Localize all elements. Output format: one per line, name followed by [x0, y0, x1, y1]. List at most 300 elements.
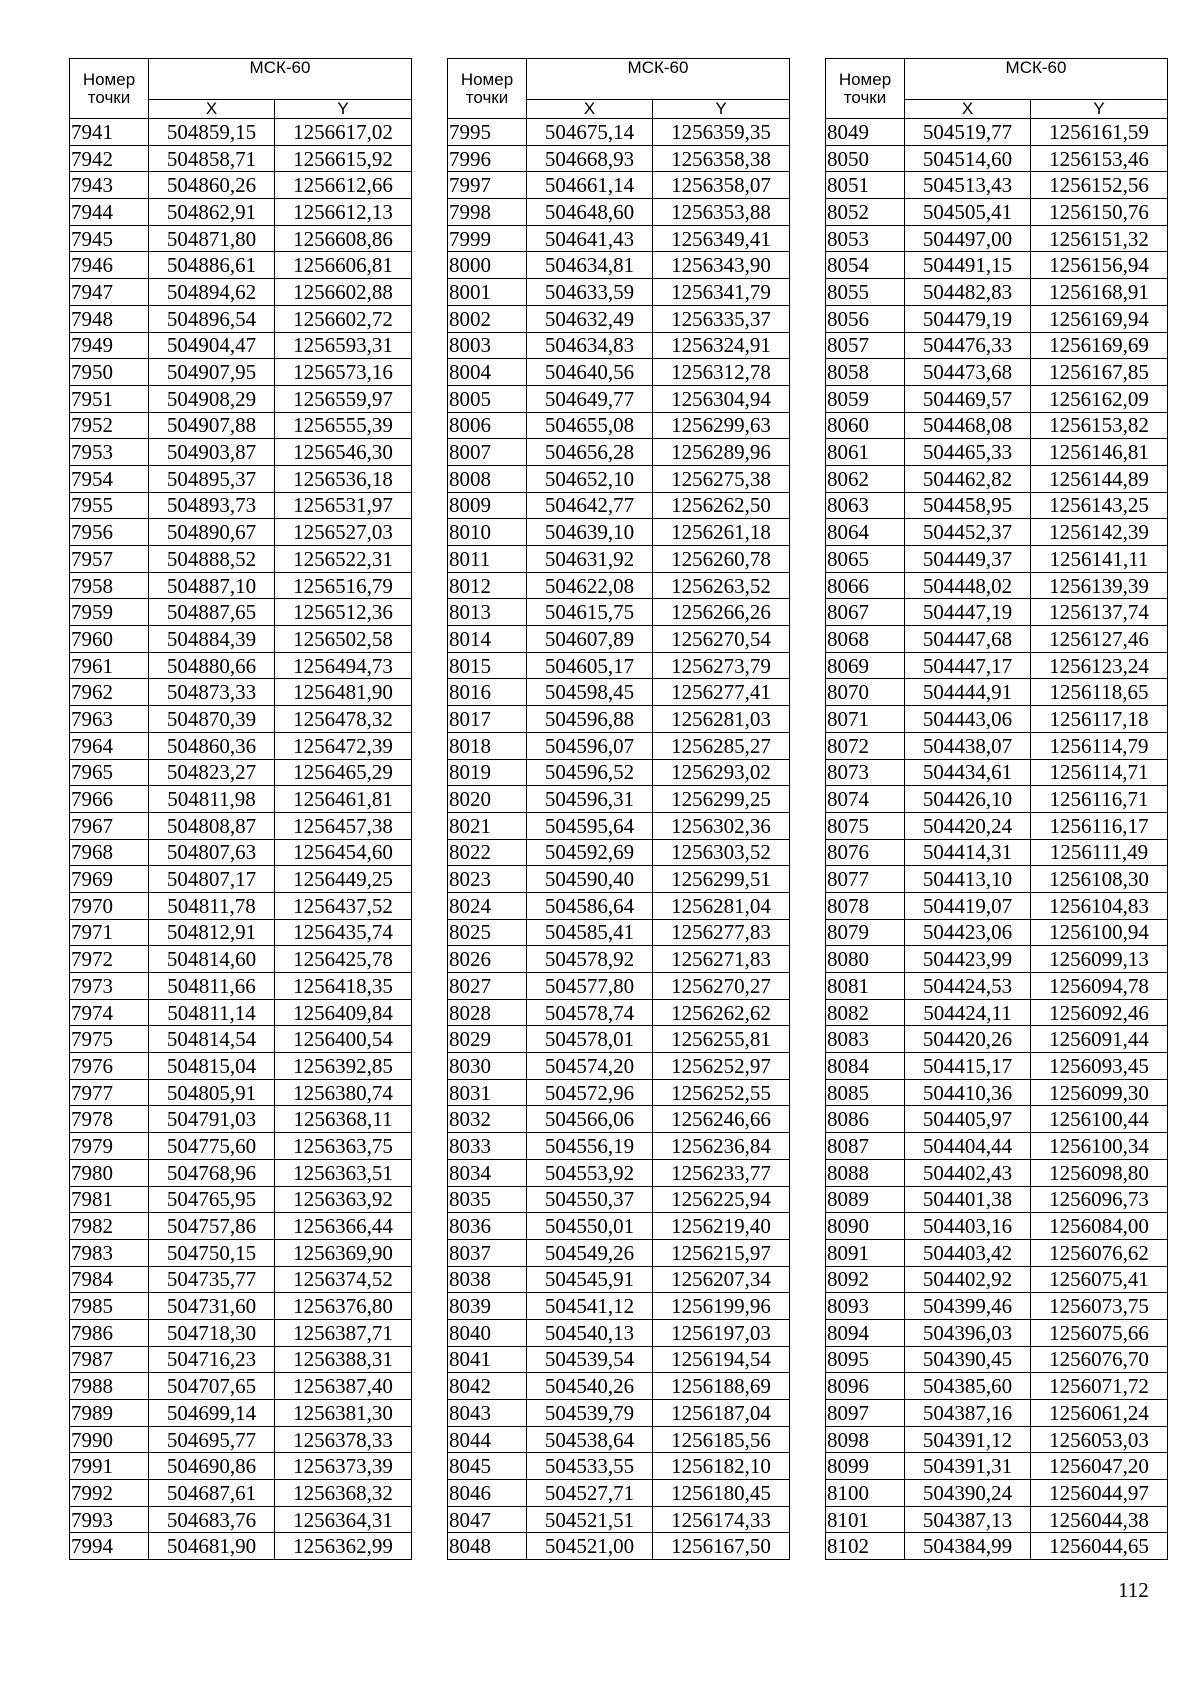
x-coordinate-cell: 504886,61	[149, 252, 275, 279]
point-number-cell: 8046	[448, 1480, 527, 1507]
point-number-cell: 8095	[826, 1346, 905, 1373]
y-coordinate-cell: 1256262,50	[653, 492, 790, 519]
y-coordinate-cell: 1256150,76	[1031, 199, 1168, 226]
point-number-cell: 8070	[826, 679, 905, 706]
x-coordinate-cell: 504443,06	[905, 706, 1031, 733]
x-coordinate-cell: 504814,54	[149, 1026, 275, 1053]
x-coordinate-cell: 504622,08	[527, 572, 653, 599]
table-row	[70, 119, 412, 146]
y-coordinate-cell: 1256602,72	[275, 305, 412, 332]
x-coordinate-cell: 504859,15	[149, 119, 275, 146]
table-row	[448, 973, 790, 1000]
table-row	[70, 839, 412, 866]
table-row	[826, 492, 1168, 519]
table-row	[826, 1533, 1168, 1560]
point-number-cell: 7957	[70, 546, 149, 573]
x-coordinate-cell: 504550,01	[527, 1213, 653, 1240]
point-number-cell: 8060	[826, 412, 905, 439]
x-coordinate-cell: 504521,51	[527, 1506, 653, 1533]
point-number-cell: 7966	[70, 786, 149, 813]
point-number-cell: 8055	[826, 279, 905, 306]
y-coordinate-cell: 1256098,80	[1031, 1159, 1168, 1186]
point-number-header: Номер точки	[70, 59, 149, 119]
y-coordinate-cell: 1256449,25	[275, 866, 412, 893]
x-coordinate-cell: 504521,00	[527, 1533, 653, 1560]
point-number-cell: 8059	[826, 385, 905, 412]
point-number-cell: 8087	[826, 1133, 905, 1160]
point-number-cell: 8005	[448, 385, 527, 412]
point-number-cell: 8017	[448, 706, 527, 733]
table-row	[448, 919, 790, 946]
y-coordinate-cell: 1256461,81	[275, 786, 412, 813]
x-coordinate-cell: 504640,56	[527, 359, 653, 386]
table-row	[70, 919, 412, 946]
x-coordinate-cell: 504716,23	[149, 1346, 275, 1373]
point-number-cell: 8021	[448, 812, 527, 839]
x-coordinate-cell: 504893,73	[149, 492, 275, 519]
table-row	[70, 1053, 412, 1080]
x-coordinate-cell: 504811,98	[149, 786, 275, 813]
table-row	[826, 572, 1168, 599]
point-number-cell: 8097	[826, 1400, 905, 1427]
x-coordinate-cell: 504414,31	[905, 839, 1031, 866]
y-coordinate-cell: 1256373,39	[275, 1453, 412, 1480]
table-row	[70, 1426, 412, 1453]
point-number-cell: 8056	[826, 305, 905, 332]
y-coordinate-cell: 1256261,18	[653, 519, 790, 546]
y-coordinate-cell: 1256099,30	[1031, 1079, 1168, 1106]
point-number-cell: 7960	[70, 626, 149, 653]
y-coordinate-cell: 1256573,16	[275, 359, 412, 386]
y-coordinate-cell: 1256168,91	[1031, 279, 1168, 306]
table-row	[448, 439, 790, 466]
table-row	[826, 946, 1168, 973]
y-coordinate-cell: 1256293,02	[653, 759, 790, 786]
point-number-cell: 7981	[70, 1186, 149, 1213]
table-row	[70, 145, 412, 172]
y-coordinate-cell: 1256392,85	[275, 1053, 412, 1080]
point-number-cell: 7978	[70, 1106, 149, 1133]
table-row	[70, 1079, 412, 1106]
point-number-cell: 8051	[826, 172, 905, 199]
x-coordinate-cell: 504888,52	[149, 546, 275, 573]
x-coordinate-cell: 504468,08	[905, 412, 1031, 439]
y-coordinate-cell: 1256073,75	[1031, 1293, 1168, 1320]
table-row	[448, 1346, 790, 1373]
y-coordinate-cell: 1256364,31	[275, 1506, 412, 1533]
point-number-cell: 7988	[70, 1373, 149, 1400]
x-coordinate-cell: 504448,02	[905, 572, 1031, 599]
table-row	[70, 1506, 412, 1533]
point-number-cell: 8000	[448, 252, 527, 279]
x-coordinate-cell: 504768,96	[149, 1159, 275, 1186]
y-coordinate-cell: 1256271,83	[653, 946, 790, 973]
point-number-cell: 8037	[448, 1239, 527, 1266]
y-coordinate-cell: 1256472,39	[275, 732, 412, 759]
y-coordinate-cell: 1256156,94	[1031, 252, 1168, 279]
point-number-cell: 8078	[826, 892, 905, 919]
point-number-cell: 8007	[448, 439, 527, 466]
point-number-cell: 8011	[448, 546, 527, 573]
table-row	[70, 732, 412, 759]
point-number-cell: 7990	[70, 1426, 149, 1453]
y-coordinate-cell: 1256281,04	[653, 892, 790, 919]
x-coordinate-cell: 504513,43	[905, 172, 1031, 199]
table-row	[826, 1453, 1168, 1480]
table-row	[826, 1293, 1168, 1320]
table-row	[70, 706, 412, 733]
y-coordinate-cell: 1256555,39	[275, 412, 412, 439]
point-number-cell: 8012	[448, 572, 527, 599]
y-coordinate-cell: 1256435,74	[275, 919, 412, 946]
x-coordinate-cell: 504596,07	[527, 732, 653, 759]
table-row	[70, 1373, 412, 1400]
x-coordinate-cell: 504590,40	[527, 866, 653, 893]
point-number-cell: 7997	[448, 172, 527, 199]
y-coordinate-cell: 1256368,11	[275, 1106, 412, 1133]
y-coordinate-cell: 1256263,52	[653, 572, 790, 599]
point-number-cell: 8061	[826, 439, 905, 466]
point-number-cell: 8065	[826, 546, 905, 573]
y-coordinate-cell: 1256076,70	[1031, 1346, 1168, 1373]
x-coordinate-cell: 504549,26	[527, 1239, 653, 1266]
y-coordinate-cell: 1256366,44	[275, 1213, 412, 1240]
point-number-cell: 8057	[826, 332, 905, 359]
y-coordinate-cell: 1256299,25	[653, 786, 790, 813]
table-row	[70, 359, 412, 386]
x-coordinate-cell: 504656,28	[527, 439, 653, 466]
page-number: 112	[1118, 1578, 1149, 1602]
point-number-cell: 8082	[826, 999, 905, 1026]
table-row	[826, 732, 1168, 759]
y-coordinate-cell: 1256187,04	[653, 1400, 790, 1427]
x-coordinate-cell: 504384,99	[905, 1533, 1031, 1560]
point-number-cell: 8063	[826, 492, 905, 519]
point-number-cell: 8009	[448, 492, 527, 519]
x-coordinate-cell: 504419,07	[905, 892, 1031, 919]
y-coordinate-cell: 1256162,09	[1031, 385, 1168, 412]
table-row	[826, 465, 1168, 492]
point-number-cell: 7951	[70, 385, 149, 412]
point-number-cell: 8054	[826, 252, 905, 279]
table-row	[70, 1319, 412, 1346]
point-number-cell: 7976	[70, 1053, 149, 1080]
table-row	[70, 572, 412, 599]
table-row	[448, 119, 790, 146]
x-coordinate-cell: 504655,08	[527, 412, 653, 439]
table-row	[70, 892, 412, 919]
point-number-cell: 7955	[70, 492, 149, 519]
point-number-cell: 7954	[70, 465, 149, 492]
point-number-cell: 8029	[448, 1026, 527, 1053]
point-number-cell: 8020	[448, 786, 527, 813]
y-coordinate-cell: 1256255,81	[653, 1026, 790, 1053]
y-coordinate-cell: 1256617,02	[275, 119, 412, 146]
table-row	[826, 1159, 1168, 1186]
point-number-cell: 8092	[826, 1266, 905, 1293]
y-coordinate-cell: 1256100,94	[1031, 919, 1168, 946]
y-coordinate-cell: 1256546,30	[275, 439, 412, 466]
y-coordinate-cell: 1256312,78	[653, 359, 790, 386]
table-row	[826, 679, 1168, 706]
point-number-cell: 8024	[448, 892, 527, 919]
point-number-cell: 8001	[448, 279, 527, 306]
x-coordinate-cell: 504405,97	[905, 1106, 1031, 1133]
table-row	[70, 759, 412, 786]
x-header: X	[149, 100, 275, 119]
point-number-cell: 8079	[826, 919, 905, 946]
table-row	[826, 839, 1168, 866]
x-coordinate-cell: 504668,93	[527, 145, 653, 172]
point-number-cell: 7968	[70, 839, 149, 866]
y-coordinate-cell: 1256516,79	[275, 572, 412, 599]
x-coordinate-cell: 504707,65	[149, 1373, 275, 1400]
table-row	[448, 759, 790, 786]
x-coordinate-cell: 504634,83	[527, 332, 653, 359]
table-row	[826, 279, 1168, 306]
table-row	[70, 1213, 412, 1240]
table-row	[70, 1026, 412, 1053]
y-coordinate-cell: 1256593,31	[275, 332, 412, 359]
table-row	[826, 1506, 1168, 1533]
x-coordinate-cell: 504391,31	[905, 1453, 1031, 1480]
x-coordinate-cell: 504553,92	[527, 1159, 653, 1186]
y-coordinate-cell: 1256167,85	[1031, 359, 1168, 386]
y-coordinate-cell: 1256409,84	[275, 999, 412, 1026]
y-coordinate-cell: 1256273,79	[653, 652, 790, 679]
point-number-cell: 8016	[448, 679, 527, 706]
table-row	[70, 1480, 412, 1507]
x-coordinate-cell: 504895,37	[149, 465, 275, 492]
table-row	[70, 519, 412, 546]
y-coordinate-cell: 1256153,82	[1031, 412, 1168, 439]
table-row	[826, 1319, 1168, 1346]
table-row	[448, 786, 790, 813]
y-coordinate-cell: 1256341,79	[653, 279, 790, 306]
y-coordinate-cell: 1256044,38	[1031, 1506, 1168, 1533]
y-coordinate-cell: 1256153,46	[1031, 145, 1168, 172]
table-row	[448, 359, 790, 386]
x-coordinate-cell: 504807,63	[149, 839, 275, 866]
x-coordinate-cell: 504814,60	[149, 946, 275, 973]
x-coordinate-cell: 504415,17	[905, 1053, 1031, 1080]
x-coordinate-cell: 504765,95	[149, 1186, 275, 1213]
y-coordinate-cell: 1256387,40	[275, 1373, 412, 1400]
point-number-cell: 7950	[70, 359, 149, 386]
y-coordinate-cell: 1256194,54	[653, 1346, 790, 1373]
point-number-cell: 8025	[448, 919, 527, 946]
table-row	[448, 946, 790, 973]
x-coordinate-cell: 504402,92	[905, 1266, 1031, 1293]
y-coordinate-cell: 1256093,45	[1031, 1053, 1168, 1080]
y-coordinate-cell: 1256363,92	[275, 1186, 412, 1213]
x-coordinate-cell: 504860,26	[149, 172, 275, 199]
table-row	[826, 1266, 1168, 1293]
x-coordinate-cell: 504391,12	[905, 1426, 1031, 1453]
table-body	[70, 119, 412, 1560]
y-coordinate-cell: 1256236,84	[653, 1133, 790, 1160]
point-number-cell: 8050	[826, 145, 905, 172]
table-row	[70, 1106, 412, 1133]
y-coordinate-cell: 1256246,66	[653, 1106, 790, 1133]
point-number-cell: 7953	[70, 439, 149, 466]
y-coordinate-cell: 1256104,83	[1031, 892, 1168, 919]
table-row	[70, 172, 412, 199]
table-row	[448, 572, 790, 599]
y-coordinate-cell: 1256527,03	[275, 519, 412, 546]
table-row	[70, 1186, 412, 1213]
x-coordinate-cell: 504577,80	[527, 973, 653, 1000]
y-coordinate-cell: 1256478,32	[275, 706, 412, 733]
x-coordinate-cell: 504387,13	[905, 1506, 1031, 1533]
y-coordinate-cell: 1256167,50	[653, 1533, 790, 1560]
x-coordinate-cell: 504403,42	[905, 1239, 1031, 1266]
y-coordinate-cell: 1256260,78	[653, 546, 790, 573]
table-row	[448, 1079, 790, 1106]
y-coordinate-cell: 1256270,54	[653, 626, 790, 653]
x-coordinate-cell: 504402,43	[905, 1159, 1031, 1186]
table-row	[448, 679, 790, 706]
x-coordinate-cell: 504699,14	[149, 1400, 275, 1427]
x-coordinate-cell: 504505,41	[905, 199, 1031, 226]
y-coordinate-cell: 1256304,94	[653, 385, 790, 412]
y-coordinate-cell: 1256047,20	[1031, 1453, 1168, 1480]
x-coordinate-cell: 504642,77	[527, 492, 653, 519]
point-number-cell: 7949	[70, 332, 149, 359]
y-coordinate-cell: 1256094,78	[1031, 973, 1168, 1000]
x-coordinate-cell: 504403,16	[905, 1213, 1031, 1240]
x-coordinate-cell: 504907,95	[149, 359, 275, 386]
y-coordinate-cell: 1256146,81	[1031, 439, 1168, 466]
x-coordinate-cell: 504858,71	[149, 145, 275, 172]
x-coordinate-cell: 504607,89	[527, 626, 653, 653]
point-number-cell: 8049	[826, 119, 905, 146]
y-coordinate-cell: 1256123,24	[1031, 652, 1168, 679]
y-coordinate-cell: 1256494,73	[275, 652, 412, 679]
y-coordinate-cell: 1256381,30	[275, 1400, 412, 1427]
point-number-cell: 8074	[826, 786, 905, 813]
x-coordinate-cell: 504811,66	[149, 973, 275, 1000]
point-number-cell: 7947	[70, 279, 149, 306]
point-number-cell: 8071	[826, 706, 905, 733]
table-row	[70, 199, 412, 226]
x-coordinate-cell: 504550,37	[527, 1186, 653, 1213]
coordinates-table-1	[69, 58, 412, 1560]
y-coordinate-cell: 1256252,97	[653, 1053, 790, 1080]
x-coordinate-cell: 504538,64	[527, 1426, 653, 1453]
table-row	[70, 786, 412, 813]
coordinate-system-header: МСК-60	[149, 59, 412, 100]
point-number-cell: 7973	[70, 973, 149, 1000]
x-coordinate-cell: 504860,36	[149, 732, 275, 759]
point-number-cell: 8023	[448, 866, 527, 893]
x-header: X	[905, 100, 1031, 119]
point-number-cell: 7998	[448, 199, 527, 226]
point-number-cell: 7952	[70, 412, 149, 439]
x-coordinate-cell: 504420,26	[905, 1026, 1031, 1053]
y-coordinate-cell: 1256215,97	[653, 1239, 790, 1266]
y-coordinate-cell: 1256369,90	[275, 1239, 412, 1266]
x-coordinate-cell: 504815,04	[149, 1053, 275, 1080]
point-number-header: Номер точки	[448, 59, 527, 119]
x-coordinate-cell: 504578,74	[527, 999, 653, 1026]
x-coordinate-cell: 504598,45	[527, 679, 653, 706]
y-coordinate-cell: 1256359,35	[653, 119, 790, 146]
table-row	[70, 279, 412, 306]
x-coordinate-cell: 504420,24	[905, 812, 1031, 839]
table-row	[826, 1426, 1168, 1453]
x-coordinate-cell: 504639,10	[527, 519, 653, 546]
point-number-cell: 8096	[826, 1373, 905, 1400]
point-number-cell: 8018	[448, 732, 527, 759]
y-coordinate-cell: 1256266,26	[653, 599, 790, 626]
x-coordinate-cell: 504387,16	[905, 1400, 1031, 1427]
x-coordinate-cell: 504413,10	[905, 866, 1031, 893]
y-coordinate-cell: 1256363,75	[275, 1133, 412, 1160]
table-row	[70, 652, 412, 679]
y-coordinate-cell: 1256114,71	[1031, 759, 1168, 786]
table-row	[448, 279, 790, 306]
x-coordinate-cell: 504690,86	[149, 1453, 275, 1480]
table-row	[448, 492, 790, 519]
point-number-cell: 8069	[826, 652, 905, 679]
x-coordinate-cell: 504539,54	[527, 1346, 653, 1373]
point-number-cell: 7996	[448, 145, 527, 172]
y-coordinate-cell: 1256536,18	[275, 465, 412, 492]
x-coordinate-cell: 504871,80	[149, 225, 275, 252]
table-row	[826, 1106, 1168, 1133]
table-row	[448, 1400, 790, 1427]
table-row	[448, 1506, 790, 1533]
table-row	[448, 385, 790, 412]
table-row	[826, 866, 1168, 893]
x-coordinate-cell: 504808,87	[149, 812, 275, 839]
point-number-cell: 8052	[826, 199, 905, 226]
table-row	[826, 626, 1168, 653]
y-coordinate-cell: 1256197,03	[653, 1319, 790, 1346]
point-number-cell: 7959	[70, 599, 149, 626]
y-coordinate-cell: 1256376,80	[275, 1293, 412, 1320]
y-coordinate-cell: 1256285,27	[653, 732, 790, 759]
x-coordinate-cell: 504873,33	[149, 679, 275, 706]
y-coordinate-cell: 1256270,27	[653, 973, 790, 1000]
x-coordinate-cell: 504482,83	[905, 279, 1031, 306]
point-number-cell: 7992	[70, 1480, 149, 1507]
table-row	[70, 1533, 412, 1560]
x-header: X	[527, 100, 653, 119]
x-coordinate-cell: 504390,45	[905, 1346, 1031, 1373]
y-coordinate-cell: 1256400,54	[275, 1026, 412, 1053]
x-coordinate-cell: 504903,87	[149, 439, 275, 466]
point-number-cell: 8034	[448, 1159, 527, 1186]
point-number-cell: 8004	[448, 359, 527, 386]
table-row	[826, 385, 1168, 412]
table-row	[826, 519, 1168, 546]
y-coordinate-cell: 1256219,40	[653, 1213, 790, 1240]
point-number-cell: 8013	[448, 599, 527, 626]
table-row	[70, 1133, 412, 1160]
x-coordinate-cell: 504750,15	[149, 1239, 275, 1266]
table-row	[448, 892, 790, 919]
x-coordinate-cell: 504539,79	[527, 1400, 653, 1427]
y-coordinate-cell: 1256252,55	[653, 1079, 790, 1106]
x-coordinate-cell: 504434,61	[905, 759, 1031, 786]
point-number-cell: 8088	[826, 1159, 905, 1186]
point-number-cell: 7967	[70, 812, 149, 839]
table-row	[448, 1453, 790, 1480]
y-coordinate-cell: 1256358,38	[653, 145, 790, 172]
y-coordinate-cell: 1256378,33	[275, 1426, 412, 1453]
